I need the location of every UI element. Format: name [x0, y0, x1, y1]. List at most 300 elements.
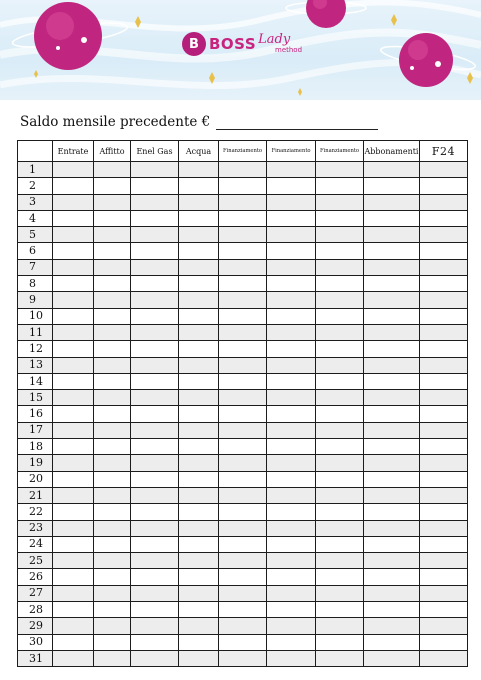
- table-cell[interactable]: [420, 553, 468, 569]
- table-cell[interactable]: [219, 357, 267, 373]
- table-cell[interactable]: [364, 162, 420, 178]
- table-cell[interactable]: [267, 553, 316, 569]
- table-cell[interactable]: [267, 455, 316, 471]
- table-cell[interactable]: [131, 406, 179, 422]
- table-cell[interactable]: [94, 585, 131, 601]
- table-cell[interactable]: [131, 308, 179, 324]
- table-cell[interactable]: [179, 162, 219, 178]
- table-cell[interactable]: [53, 276, 94, 292]
- table-cell[interactable]: [316, 422, 364, 438]
- table-cell[interactable]: [94, 520, 131, 536]
- table-cell[interactable]: [219, 178, 267, 194]
- table-cell[interactable]: [131, 357, 179, 373]
- table-cell[interactable]: [364, 357, 420, 373]
- table-cell[interactable]: [420, 520, 468, 536]
- table-cell[interactable]: [420, 276, 468, 292]
- table-cell[interactable]: [219, 324, 267, 340]
- table-cell[interactable]: [131, 373, 179, 389]
- table-cell[interactable]: [364, 390, 420, 406]
- table-cell[interactable]: [131, 194, 179, 210]
- table-cell[interactable]: [364, 243, 420, 259]
- table-cell[interactable]: [219, 520, 267, 536]
- table-cell[interactable]: [364, 373, 420, 389]
- table-cell[interactable]: [316, 373, 364, 389]
- table-cell[interactable]: [219, 536, 267, 552]
- table-cell[interactable]: [267, 227, 316, 243]
- table-cell[interactable]: [267, 373, 316, 389]
- table-cell[interactable]: [94, 422, 131, 438]
- table-cell[interactable]: [316, 471, 364, 487]
- table-cell[interactable]: [420, 194, 468, 210]
- table-cell[interactable]: [53, 210, 94, 226]
- table-cell[interactable]: [94, 308, 131, 324]
- table-cell[interactable]: [219, 276, 267, 292]
- table-cell[interactable]: [219, 487, 267, 503]
- table-cell[interactable]: [94, 259, 131, 275]
- table-row: [18, 324, 468, 340]
- table-cell[interactable]: [267, 471, 316, 487]
- table-cell[interactable]: [364, 471, 420, 487]
- table-cell[interactable]: [131, 259, 179, 275]
- table-cell[interactable]: [179, 569, 219, 585]
- table-cell[interactable]: [420, 422, 468, 438]
- table-cell[interactable]: [179, 390, 219, 406]
- table-cell[interactable]: [316, 569, 364, 585]
- table-cell[interactable]: [316, 227, 364, 243]
- table-cell[interactable]: [94, 227, 131, 243]
- table-cell[interactable]: [53, 390, 94, 406]
- table-cell[interactable]: [131, 227, 179, 243]
- table-cell[interactable]: [94, 162, 131, 178]
- table-cell[interactable]: [420, 341, 468, 357]
- table-cell[interactable]: [219, 308, 267, 324]
- table-cell[interactable]: [267, 210, 316, 226]
- saldo-label: Saldo mensile precedente €: [20, 114, 211, 130]
- table-cell[interactable]: [364, 569, 420, 585]
- table-cell[interactable]: [179, 308, 219, 324]
- table-cell[interactable]: [219, 455, 267, 471]
- table-cell[interactable]: [364, 455, 420, 471]
- header-affitto: Affitto: [94, 141, 131, 162]
- day-number: 8: [18, 276, 53, 292]
- table-cell[interactable]: [316, 504, 364, 520]
- table-cell[interactable]: [420, 487, 468, 503]
- table-cell[interactable]: [179, 455, 219, 471]
- table-cell[interactable]: [131, 390, 179, 406]
- table-cell[interactable]: [53, 618, 94, 634]
- table-cell[interactable]: [53, 536, 94, 552]
- table-cell[interactable]: [94, 373, 131, 389]
- table-cell[interactable]: [420, 178, 468, 194]
- table-cell[interactable]: [131, 341, 179, 357]
- table-cell[interactable]: [131, 585, 179, 601]
- table-cell[interactable]: [53, 553, 94, 569]
- table-cell[interactable]: [131, 324, 179, 340]
- brand-logo: [182, 30, 303, 58]
- table-cell[interactable]: [267, 520, 316, 536]
- table-cell[interactable]: [420, 308, 468, 324]
- table-cell[interactable]: [179, 520, 219, 536]
- table-cell[interactable]: [179, 178, 219, 194]
- table-cell[interactable]: [53, 341, 94, 357]
- day-number: 17: [18, 422, 53, 438]
- table-cell[interactable]: [53, 373, 94, 389]
- table-cell[interactable]: [94, 324, 131, 340]
- table-cell[interactable]: [53, 585, 94, 601]
- table-cell[interactable]: [179, 650, 219, 666]
- table-cell[interactable]: [267, 292, 316, 308]
- table-cell[interactable]: [131, 243, 179, 259]
- table-cell[interactable]: [316, 553, 364, 569]
- table-cell[interactable]: [53, 178, 94, 194]
- table-cell[interactable]: [420, 618, 468, 634]
- header-finanziamento-3: Finanziamento: [316, 141, 364, 162]
- table-cell[interactable]: [219, 650, 267, 666]
- table-cell[interactable]: [219, 406, 267, 422]
- table-cell[interactable]: [179, 536, 219, 552]
- day-number: 16: [18, 406, 53, 422]
- table-cell[interactable]: [219, 634, 267, 650]
- table-cell[interactable]: [316, 324, 364, 340]
- table-cell[interactable]: [53, 650, 94, 666]
- table-cell[interactable]: [316, 487, 364, 503]
- table-cell[interactable]: [53, 162, 94, 178]
- table-cell[interactable]: [316, 585, 364, 601]
- table-cell[interactable]: [267, 194, 316, 210]
- table-cell[interactable]: [94, 439, 131, 455]
- table-cell[interactable]: [219, 422, 267, 438]
- table-cell[interactable]: [316, 650, 364, 666]
- table-cell[interactable]: [179, 553, 219, 569]
- table-cell[interactable]: [267, 602, 316, 618]
- table-cell[interactable]: [267, 634, 316, 650]
- table-cell[interactable]: [219, 553, 267, 569]
- table-cell[interactable]: [267, 259, 316, 275]
- table-cell[interactable]: [267, 422, 316, 438]
- table-cell[interactable]: [131, 650, 179, 666]
- table-row: [18, 292, 468, 308]
- day-number: 13: [18, 357, 53, 373]
- table-cell[interactable]: [219, 569, 267, 585]
- table-cell[interactable]: [179, 471, 219, 487]
- table-cell[interactable]: [364, 536, 420, 552]
- table-cell[interactable]: [131, 276, 179, 292]
- table-cell[interactable]: [364, 227, 420, 243]
- table-cell[interactable]: [131, 178, 179, 194]
- table-cell[interactable]: [53, 471, 94, 487]
- table-cell[interactable]: [316, 536, 364, 552]
- table-cell[interactable]: [179, 227, 219, 243]
- table-cell[interactable]: [219, 585, 267, 601]
- table-cell[interactable]: [131, 292, 179, 308]
- table-cell[interactable]: [267, 243, 316, 259]
- table-cell[interactable]: [420, 569, 468, 585]
- table-cell[interactable]: [94, 602, 131, 618]
- table-cell[interactable]: [267, 487, 316, 503]
- table-cell[interactable]: [267, 308, 316, 324]
- table-cell[interactable]: [53, 439, 94, 455]
- table-cell[interactable]: [219, 602, 267, 618]
- table-cell[interactable]: [94, 357, 131, 373]
- table-cell[interactable]: [219, 390, 267, 406]
- table-cell[interactable]: [364, 259, 420, 275]
- table-cell[interactable]: [179, 602, 219, 618]
- table-cell[interactable]: [364, 504, 420, 520]
- table-cell[interactable]: [219, 210, 267, 226]
- table-cell[interactable]: [94, 406, 131, 422]
- table-cell[interactable]: [420, 455, 468, 471]
- table-cell[interactable]: [131, 602, 179, 618]
- table-cell[interactable]: [420, 373, 468, 389]
- table-cell[interactable]: [420, 634, 468, 650]
- table-cell[interactable]: [267, 324, 316, 340]
- table-cell[interactable]: [179, 439, 219, 455]
- table-row: [18, 243, 468, 259]
- table-cell[interactable]: [94, 569, 131, 585]
- table-cell[interactable]: [364, 210, 420, 226]
- table-cell[interactable]: [131, 504, 179, 520]
- table-cell[interactable]: [267, 536, 316, 552]
- table-cell[interactable]: [420, 324, 468, 340]
- table-cell[interactable]: [53, 634, 94, 650]
- table-cell[interactable]: [420, 227, 468, 243]
- day-number: 1: [18, 162, 53, 178]
- table-cell[interactable]: [179, 634, 219, 650]
- table-cell[interactable]: [267, 650, 316, 666]
- table-cell[interactable]: [267, 406, 316, 422]
- table-cell[interactable]: [94, 390, 131, 406]
- table-cell[interactable]: [364, 520, 420, 536]
- table-cell[interactable]: [364, 585, 420, 601]
- table-cell[interactable]: [131, 536, 179, 552]
- table-cell[interactable]: [420, 650, 468, 666]
- table-cell[interactable]: [267, 504, 316, 520]
- table-cell[interactable]: [53, 292, 94, 308]
- table-cell[interactable]: [420, 357, 468, 373]
- table-cell[interactable]: [267, 585, 316, 601]
- table-cell[interactable]: [53, 569, 94, 585]
- table-cell[interactable]: [219, 227, 267, 243]
- table-cell[interactable]: [420, 602, 468, 618]
- table-cell[interactable]: [179, 276, 219, 292]
- table-cell[interactable]: [94, 504, 131, 520]
- table-cell[interactable]: [53, 602, 94, 618]
- table-cell[interactable]: [53, 455, 94, 471]
- table-cell[interactable]: [94, 618, 131, 634]
- table-cell[interactable]: [94, 634, 131, 650]
- table-cell[interactable]: [420, 585, 468, 601]
- table-cell[interactable]: [131, 471, 179, 487]
- table-cell[interactable]: [179, 259, 219, 275]
- table-cell[interactable]: [179, 618, 219, 634]
- table-cell[interactable]: [219, 341, 267, 357]
- table-cell[interactable]: [53, 243, 94, 259]
- table-cell[interactable]: [179, 243, 219, 259]
- table-cell[interactable]: [420, 439, 468, 455]
- table-cell[interactable]: [94, 210, 131, 226]
- table-cell[interactable]: [267, 569, 316, 585]
- table-cell[interactable]: [364, 634, 420, 650]
- table-cell[interactable]: [53, 422, 94, 438]
- table-cell[interactable]: [267, 341, 316, 357]
- table-cell[interactable]: [53, 487, 94, 503]
- table-cell[interactable]: [131, 439, 179, 455]
- table-cell[interactable]: [219, 162, 267, 178]
- table-cell[interactable]: [316, 602, 364, 618]
- table-cell[interactable]: [267, 618, 316, 634]
- table-cell[interactable]: [179, 292, 219, 308]
- table-cell[interactable]: [131, 487, 179, 503]
- table-cell[interactable]: [219, 618, 267, 634]
- table-cell[interactable]: [131, 520, 179, 536]
- table-cell[interactable]: [219, 471, 267, 487]
- table-cell[interactable]: [94, 471, 131, 487]
- table-cell[interactable]: [316, 520, 364, 536]
- header-banner: [0, 0, 481, 100]
- table-cell[interactable]: [420, 259, 468, 275]
- table-cell[interactable]: [364, 650, 420, 666]
- table-cell[interactable]: [364, 406, 420, 422]
- table-cell[interactable]: [364, 553, 420, 569]
- table-cell[interactable]: [267, 439, 316, 455]
- table-cell[interactable]: [131, 553, 179, 569]
- table-cell[interactable]: [179, 373, 219, 389]
- table-cell[interactable]: [53, 194, 94, 210]
- table-cell[interactable]: [131, 618, 179, 634]
- table-cell[interactable]: [420, 504, 468, 520]
- table-cell[interactable]: [179, 422, 219, 438]
- table-cell[interactable]: [53, 227, 94, 243]
- table-cell[interactable]: [316, 618, 364, 634]
- table-cell[interactable]: [179, 324, 219, 340]
- table-cell[interactable]: [267, 178, 316, 194]
- table-cell[interactable]: [420, 390, 468, 406]
- day-number: 6: [18, 243, 53, 259]
- table-cell[interactable]: [53, 504, 94, 520]
- table-cell[interactable]: [94, 650, 131, 666]
- table-cell[interactable]: [53, 406, 94, 422]
- table-cell[interactable]: [364, 422, 420, 438]
- table-cell[interactable]: [131, 210, 179, 226]
- table-cell[interactable]: [179, 357, 219, 373]
- table-cell[interactable]: [94, 292, 131, 308]
- table-cell[interactable]: [53, 308, 94, 324]
- table-cell[interactable]: [316, 194, 364, 210]
- table-cell[interactable]: [94, 487, 131, 503]
- table-cell[interactable]: [364, 324, 420, 340]
- table-cell[interactable]: [131, 634, 179, 650]
- table-cell[interactable]: [179, 487, 219, 503]
- table-cell[interactable]: [219, 292, 267, 308]
- table-cell[interactable]: [94, 536, 131, 552]
- expense-table: [17, 140, 468, 667]
- table-cell[interactable]: [179, 504, 219, 520]
- table-header-row: [18, 141, 468, 162]
- table-cell[interactable]: [219, 439, 267, 455]
- table-cell[interactable]: [420, 406, 468, 422]
- table-cell[interactable]: [364, 308, 420, 324]
- table-cell[interactable]: [94, 341, 131, 357]
- table-cell[interactable]: [420, 162, 468, 178]
- table-cell[interactable]: [316, 439, 364, 455]
- table-cell[interactable]: [131, 455, 179, 471]
- table-cell[interactable]: [219, 373, 267, 389]
- table-cell[interactable]: [364, 618, 420, 634]
- table-cell[interactable]: [179, 585, 219, 601]
- table-cell[interactable]: [94, 455, 131, 471]
- table-cell[interactable]: [364, 292, 420, 308]
- table-cell[interactable]: [94, 178, 131, 194]
- table-cell[interactable]: [179, 210, 219, 226]
- table-cell[interactable]: [316, 390, 364, 406]
- table-cell[interactable]: [316, 455, 364, 471]
- table-cell[interactable]: [94, 194, 131, 210]
- table-cell[interactable]: [219, 243, 267, 259]
- table-cell[interactable]: [94, 243, 131, 259]
- table-cell[interactable]: [420, 210, 468, 226]
- table-cell[interactable]: [316, 308, 364, 324]
- table-cell[interactable]: [267, 162, 316, 178]
- table-cell[interactable]: [316, 357, 364, 373]
- table-cell[interactable]: [364, 194, 420, 210]
- table-cell[interactable]: [420, 536, 468, 552]
- table-cell[interactable]: [316, 634, 364, 650]
- table-cell[interactable]: [94, 276, 131, 292]
- table-cell[interactable]: [364, 341, 420, 357]
- table-cell[interactable]: [131, 569, 179, 585]
- logo-boss-text: BOSS: [209, 35, 257, 53]
- table-cell[interactable]: [94, 553, 131, 569]
- table-cell[interactable]: [316, 406, 364, 422]
- table-cell[interactable]: [267, 276, 316, 292]
- table-cell[interactable]: [364, 602, 420, 618]
- table-cell[interactable]: [219, 194, 267, 210]
- table-cell[interactable]: [219, 504, 267, 520]
- table-cell[interactable]: [364, 178, 420, 194]
- table-cell[interactable]: [53, 520, 94, 536]
- table-cell[interactable]: [267, 357, 316, 373]
- table-cell[interactable]: [316, 243, 364, 259]
- table-cell[interactable]: [131, 162, 179, 178]
- table-cell[interactable]: [364, 276, 420, 292]
- table-cell[interactable]: [53, 259, 94, 275]
- table-cell[interactable]: [316, 341, 364, 357]
- table-cell[interactable]: [420, 243, 468, 259]
- table-cell[interactable]: [316, 162, 364, 178]
- table-cell[interactable]: [364, 487, 420, 503]
- table-cell[interactable]: [364, 439, 420, 455]
- table-cell[interactable]: [420, 292, 468, 308]
- table-cell[interactable]: [53, 324, 94, 340]
- table-row: [18, 471, 468, 487]
- saldo-input-line[interactable]: [216, 119, 378, 130]
- table-cell[interactable]: [179, 406, 219, 422]
- table-cell[interactable]: [420, 471, 468, 487]
- table-cell[interactable]: [316, 259, 364, 275]
- table-cell[interactable]: [179, 341, 219, 357]
- table-cell[interactable]: [131, 422, 179, 438]
- table-cell[interactable]: [316, 292, 364, 308]
- table-cell[interactable]: [316, 276, 364, 292]
- table-cell[interactable]: [267, 390, 316, 406]
- table-cell[interactable]: [316, 210, 364, 226]
- logo-mark-icon: B: [182, 32, 206, 56]
- table-cell[interactable]: [53, 357, 94, 373]
- table-cell[interactable]: [179, 194, 219, 210]
- header-finanziamento-1: Finanziamento: [219, 141, 267, 162]
- table-cell[interactable]: [219, 259, 267, 275]
- table-cell[interactable]: [316, 178, 364, 194]
